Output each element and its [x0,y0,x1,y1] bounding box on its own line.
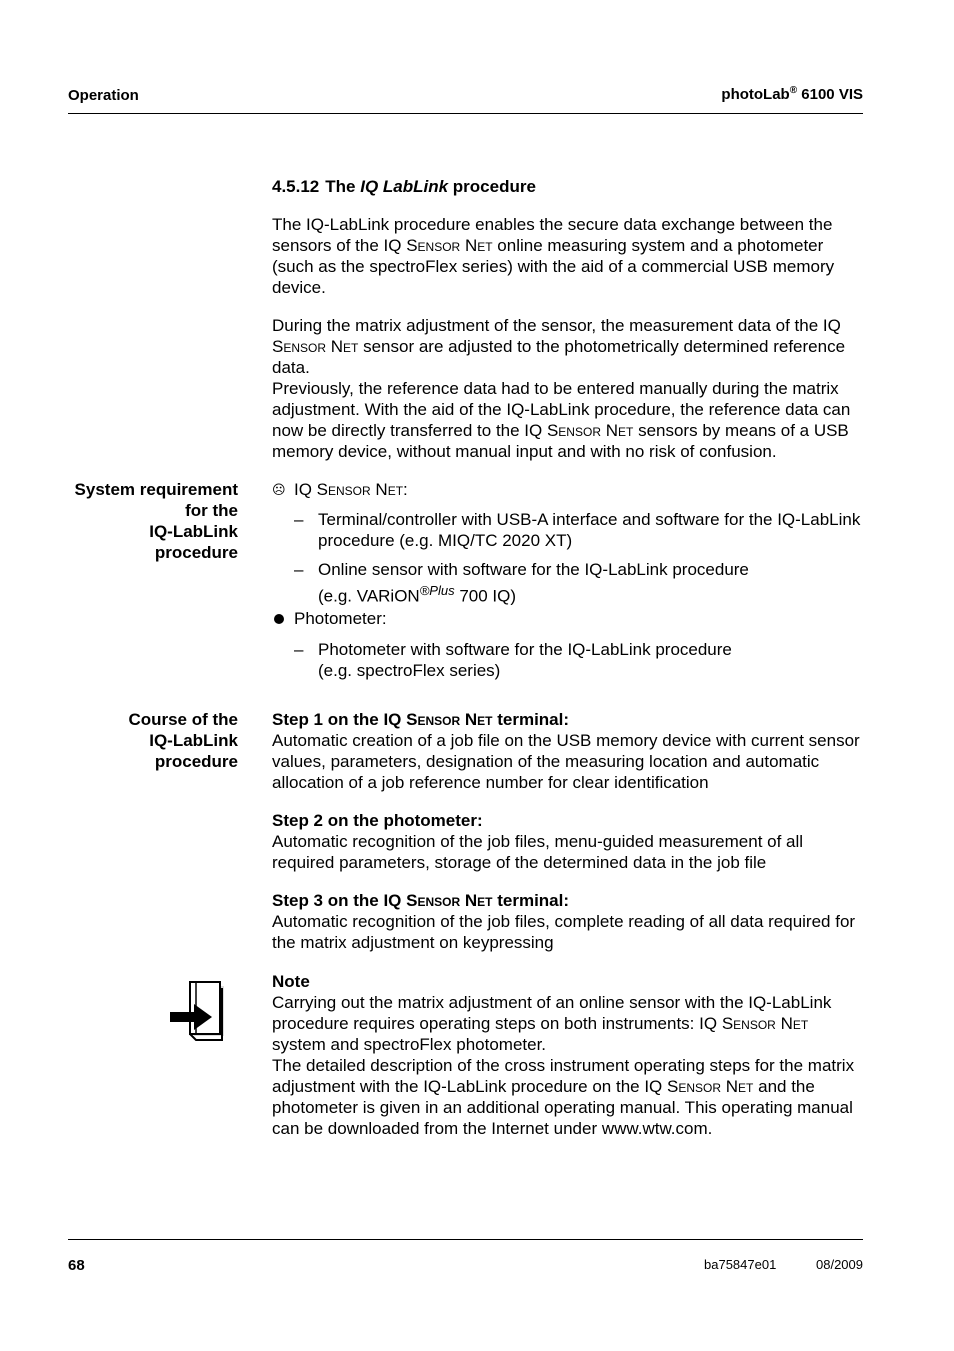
running-header-product [721,85,863,103]
note-block: Note Carrying out the matrix adjustment of an online sensor with the IQ-LabLink procedure requires operating steps on both instruments: IQ Sensor Net system and spectroFlex photometer. The detailed description of the cross instrument operating steps for the matrix adjustment with the IQ-LabLink procedure on the IQ Sensor Net and the photometer is given in an additional operating manual. This operating manual can be downloaded from the Internet under www.wtw.com. [272,971,864,1139]
registered-mark: ® [789,85,798,96]
document-number: ba75847e01 [704,1257,777,1272]
product-model: 6100 VIS [797,86,863,103]
step-1: Step 1 on the IQ Sensor Net terminal: Automatic creation of a job file on the USB memory device with current sensor values, parameters, designation of the measuring location and automatic allocation of a job reference number for clear identification [272,710,860,792]
sub-item-photometer-software: – Photometer with software for the IQ-LabLink procedure (e.g. spectroFlex series) [294,640,732,680]
section-title-suffix: procedure [448,177,536,196]
header-rule [68,113,863,114]
bullet-dot [274,614,284,624]
sub-item-online-sensor: – Online sensor with software for the IQ-LabLink procedure (e.g. VARiON$^{®Plus}$ 700 IQ) [294,560,749,606]
footer-rule [68,1239,863,1240]
page-number: 68 [68,1257,85,1274]
step-2: Step 2 on the photometer: Automatic recognition of the job files, menu-guided measurement of all required parameters, storage of the determined data in the job file [272,811,804,872]
product-brand: photoLab [721,86,790,103]
list-item-iq-sensor-net: ☹ IQ Sensor Net: [272,480,408,499]
running-header-section: Operation [68,87,139,104]
note-title: Note [272,972,310,991]
side-heading-system-requirement: System requirement for the IQ-LabLink procedure [74,480,238,562]
intro-paragraph-2: During the matrix adjustment of the sensor, the measurement data of the IQ Sensor Net sensor are adjusted to the photometrically determined reference data. Previously, the reference data had to be entered manually during the matrix adjustment. With the aid of the IQ-LabLink procedure, the reference data can now be directly transferred to the IQ Sensor Net sensors by means of a USB memory device, without manual input and with no risk of confusion. [272,316,851,461]
section-title-italic: IQ LabLink [360,177,449,196]
section-title-prefix: The [325,177,361,196]
sub-item-terminal: – Terminal/controller with USB-A interface and software for the IQ-LabLink procedure (e.g. MIQ/TC 2020 XT) [294,510,861,550]
document-date: 08/2009 [816,1257,863,1272]
step-3: Step 3 on the IQ Sensor Net terminal: Automatic recognition of the job files, complete reading of all data required for the matrix adjustment on keypressing [272,891,856,952]
list-symbol: ☹ [272,482,286,497]
book-arrow-icon [168,980,230,1044]
list-item-photometer: Photometer: [272,608,864,629]
section-heading [272,177,536,197]
intro-paragraph-1: The IQ-LabLink procedure enables the secure data exchange between the sensors of the IQ Sensor Net online measuring system and a photometer (such as the spectroFlex series) with the aid of a commercial USB memory device. [272,215,835,297]
side-heading-course: Course of the IQ-LabLink procedure [128,710,238,771]
section-number: 4.5.12 [272,177,320,196]
